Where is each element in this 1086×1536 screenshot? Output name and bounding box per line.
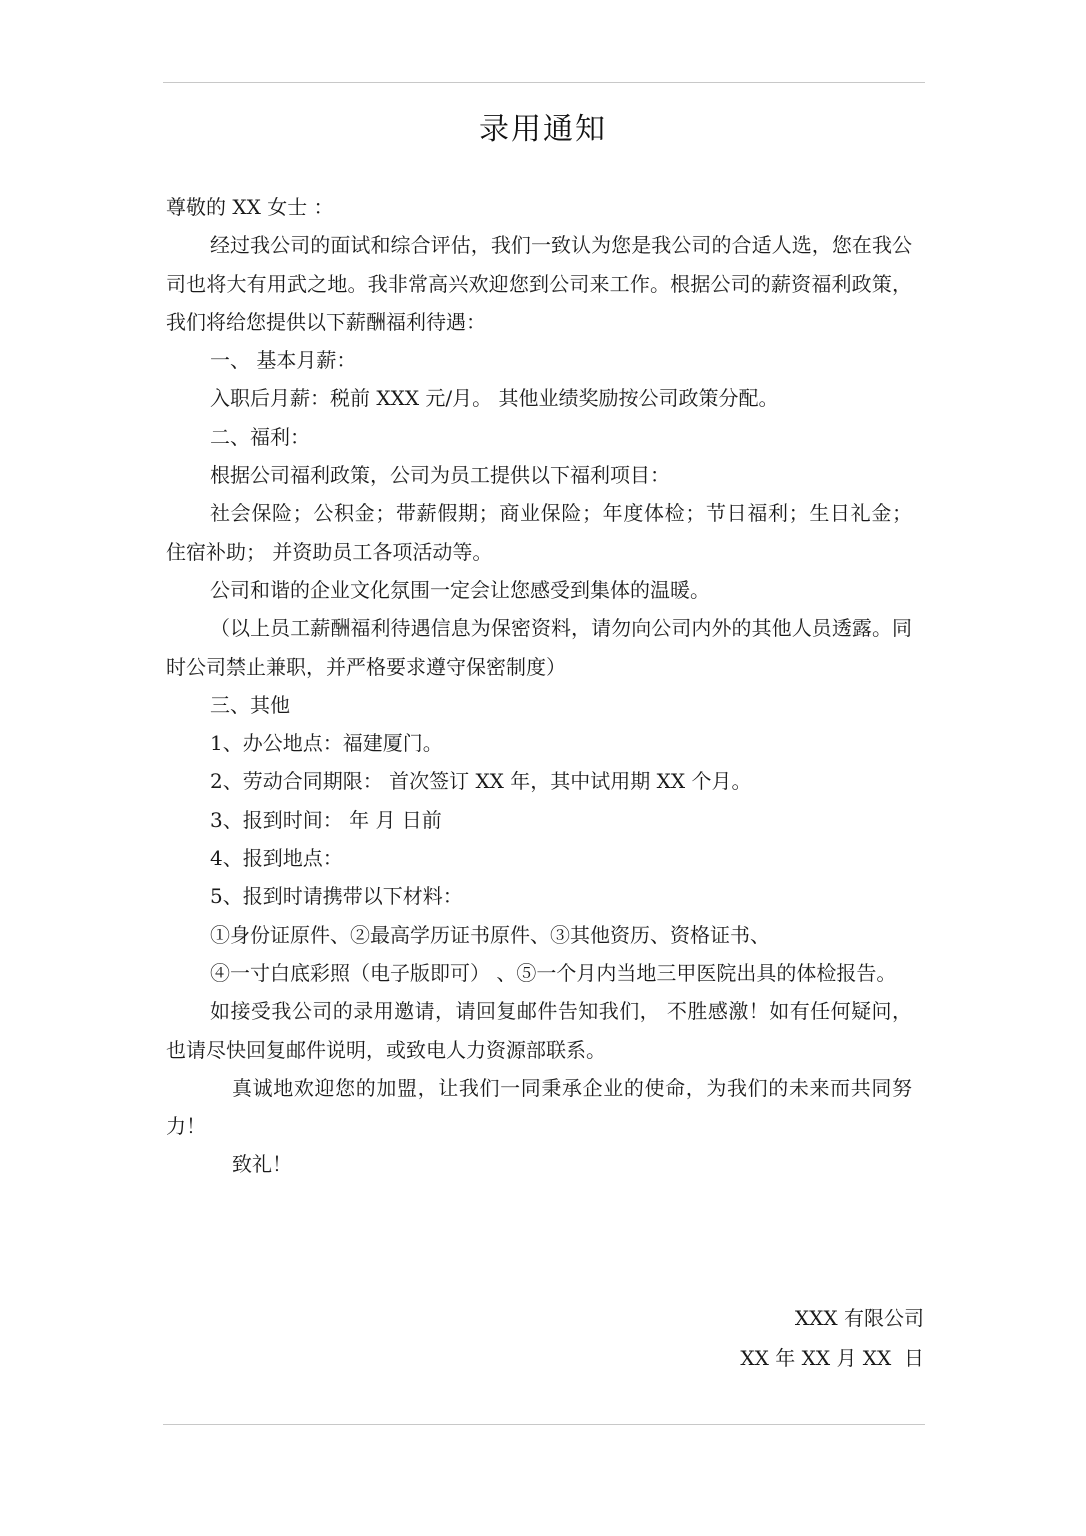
letter-body (166, 188, 912, 1184)
signature-block (740, 1298, 924, 1378)
accept-paragraph: 如接受我公司的录用邀请，请回复邮件告知我们， 不胜感激！如有任何疑问，也请尽快回复邮件说明，或致电人力资源部联系。 (166, 999, 912, 1062)
salary-paragraph: 入职后月薪：税前 XXX 元/月。 其他业绩奖励按公司政策分配。 (210, 386, 779, 411)
section-basic-salary-heading: 一、 基本月薪： (210, 348, 357, 373)
intro-paragraph: 经过我公司的面试和综合评估，我们一致认为您是我公司的合适人选，您在我公司也将大有用武之地。我非常高兴欢迎您到公司来工作。根据公司的薪资福利政策，我们将给您提供以下薪酬福利待遇： (166, 233, 912, 334)
contract-term-item: 2、劳动合同期限： 首次签订 XX 年，其中试用期 XX 个月。 (210, 769, 752, 794)
bottom-divider (163, 1424, 925, 1425)
section-other-heading: 三、其他 (210, 692, 290, 717)
materials-list-1: ①身份证原件、②最高学历证书原件、③其他资历、资格证书、 (210, 922, 770, 947)
section-benefits-heading: 二、福利： (210, 424, 310, 449)
closing-salute: 致礼！ (232, 1152, 292, 1177)
benefits-intro: 根据公司福利政策，公司为员工提供以下福利项目： (210, 463, 670, 488)
benefits-list: 社会保险；公积金；带薪假期；商业保险；年度体检；节日福利；生日礼金； 住宿补助； 并资助员工各项活动等。 (166, 501, 912, 564)
report-location-item: 4、报到地点： (210, 846, 343, 871)
materials-heading-item: 5、报到时请携带以下材料： (210, 884, 463, 909)
culture-paragraph: 公司和谐的企业文化氛围一定会让您感受到集体的温暖。 (210, 577, 710, 602)
office-location-item: 1、办公地点：福建厦门。 (210, 731, 443, 756)
salutation: 尊敬的 XX 女士 ： (166, 195, 334, 219)
report-time-item: 3、报到时间： 年 月 日前 (210, 807, 442, 832)
materials-list-2: ④一寸白底彩照（电子版即可） 、⑤一个月内当地三甲医院出具的体检报告。 (210, 960, 897, 985)
top-divider (163, 82, 925, 83)
company-name: XXX 有限公司 (794, 1306, 924, 1330)
confidential-note: （以上员工薪酬福利待遇信息为保密资料，请勿向公司内外的其他人员透露。同时公司禁止兼职，并严格要求遵守保密制度） (166, 616, 912, 679)
page-title: 录用通知 (479, 112, 607, 147)
signature-date: XX 年 XX 月 XX 日 (740, 1346, 924, 1370)
welcome-paragraph: 真诚地欢迎您的加盟，让我们一同秉承企业的使命，为我们的未来而共同努力！ (166, 1075, 912, 1139)
